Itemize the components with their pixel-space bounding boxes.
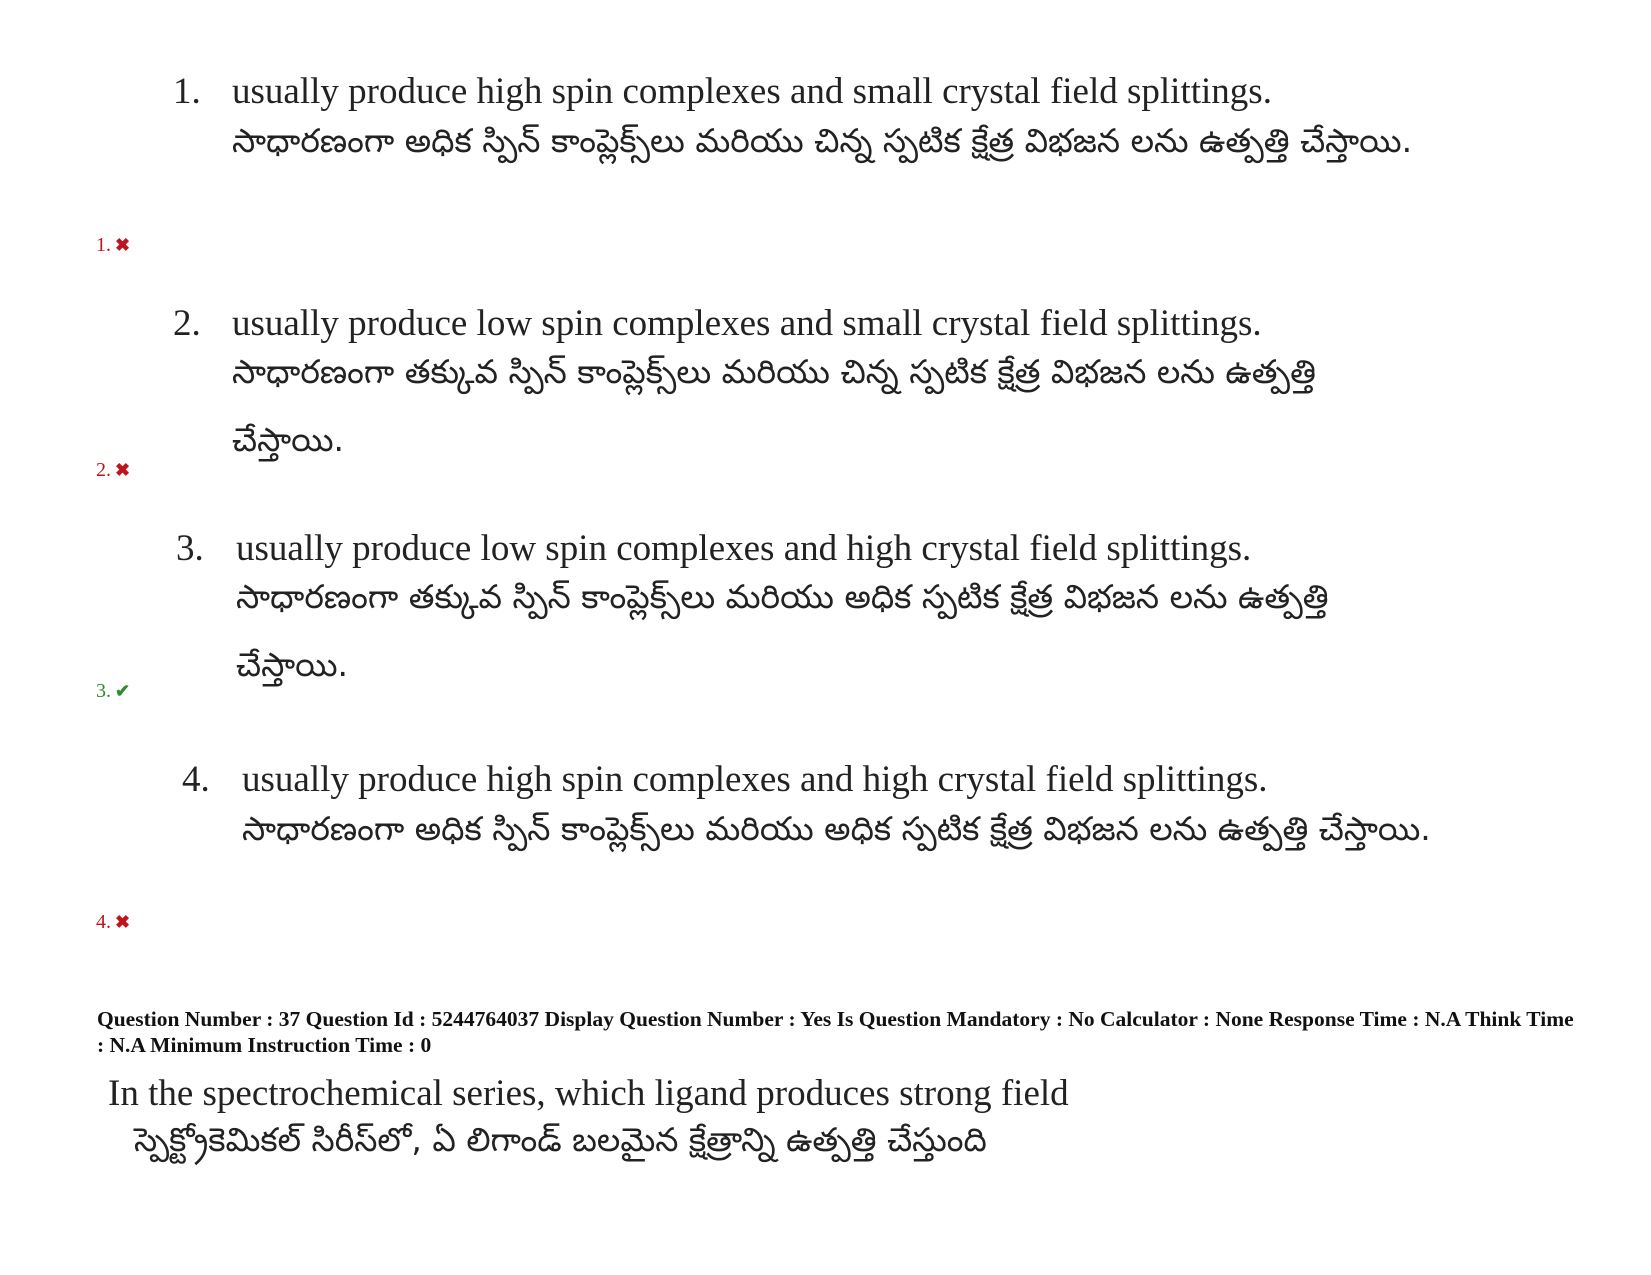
option-telugu-text: సాధారణంగా అధిక స్పిన్ కాంప్లెక్స్‌లు మరియు అధిక స్పటిక క్షేత్ర విభజన లను ఉత్పత్తి చేస్తాయి. (242, 809, 1431, 848)
marker-label: 2. (96, 459, 111, 481)
wrong-mark-icon: ✖ (115, 912, 131, 932)
option-number: 1. (173, 71, 201, 112)
option-number: 4. (182, 759, 210, 800)
wrong-mark-icon: ✖ (115, 460, 131, 480)
option-marker (96, 459, 130, 482)
option-english-text: usually produce high spin complexes and high crystal field splittings. (242, 759, 1268, 800)
marker-label: 3. (96, 680, 111, 702)
option-number: 3. (176, 528, 204, 569)
option-telugu-text: సాధారణంగా తక్కువ స్పిన్ కాంప్లెక్స్‌లు మరియు అధిక స్పటిక క్షేత్ర విభజన లను ఉత్పత్తి చేస్తాయి. (236, 577, 1329, 684)
option-marker (96, 234, 130, 257)
question-english-text: In the spectrochemical series, which ligand produces strong field (108, 1073, 1069, 1114)
wrong-mark-icon: ✖ (115, 235, 131, 255)
question-telugu-text: స్పెక్ట్రోకెమికల్ సిరీస్‌లో, ఏ లిగాండ్ బలమైన క్షేత్రాన్ని ఉత్పత్తి చేస్తుంది (134, 1120, 987, 1159)
marker-label: 1. (96, 234, 111, 256)
marker-label: 4. (96, 911, 111, 933)
question-metadata: Question Number : 37 Question Id : 5244764037 Display Question Number : Yes Is Question Mandatory : No Calculator : None Response Time : N.A Think Time : N.A Minimum Instruction Time : 0 (97, 1007, 1574, 1057)
option-telugu-text: సాధారణంగా తక్కువ స్పిన్ కాంప్లెక్స్‌లు మరియు చిన్న స్పటిక క్షేత్ర విభజన లను ఉత్పత్తి చేస్తాయి. (232, 352, 1316, 459)
option-number: 2. (173, 303, 201, 344)
option-telugu-text: సాధారణంగా అధిక స్పిన్ కాంప్లెక్స్‌లు మరియు చిన్న స్పటిక క్షేత్ర విభజన లను ఉత్పత్తి చేస్తాయి. (232, 121, 1413, 160)
option-english-text: usually produce high spin complexes and small crystal field splittings. (232, 71, 1272, 112)
option-marker (96, 911, 130, 934)
option-english-text: usually produce low spin complexes and small crystal field splittings. (232, 303, 1262, 344)
option-marker (96, 680, 130, 703)
correct-check-icon: ✔ (115, 681, 131, 701)
option-english-text: usually produce low spin complexes and high crystal field splittings. (236, 528, 1252, 569)
